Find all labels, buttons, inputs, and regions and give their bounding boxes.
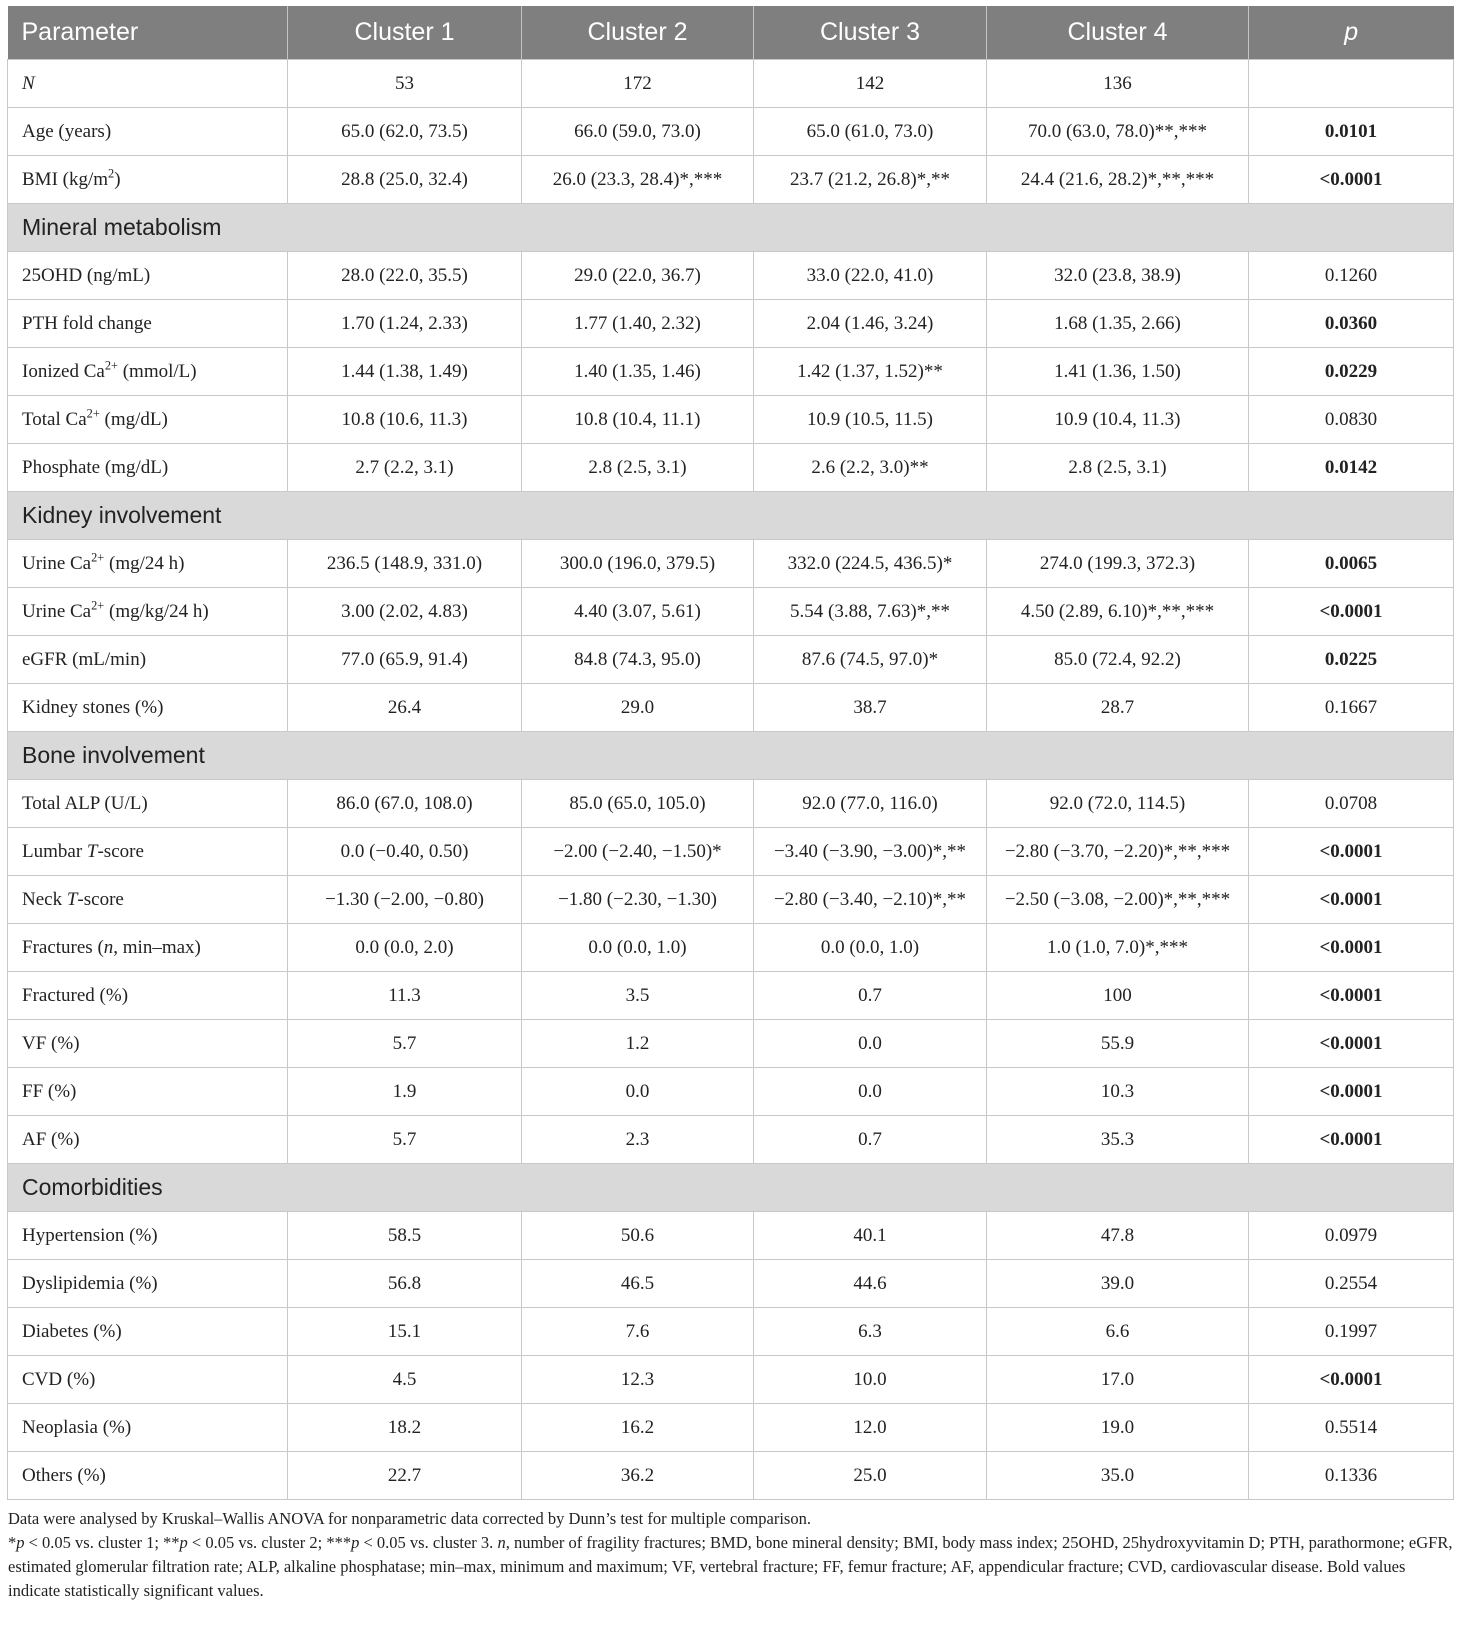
cluster-4-cell: −2.80 (−3.70, −2.20)*,**,*** bbox=[987, 828, 1249, 876]
cluster-3-cell: 23.7 (21.2, 26.8)*,** bbox=[754, 156, 987, 204]
cluster-2-cell: 4.40 (3.07, 5.61) bbox=[522, 588, 754, 636]
p-value-cell: 0.0142 bbox=[1249, 444, 1454, 492]
table-row bbox=[8, 1356, 1454, 1404]
cluster-3-cell: 33.0 (22.0, 41.0) bbox=[754, 252, 987, 300]
header-parameter: Parameter bbox=[8, 6, 288, 60]
cluster-1-cell: 1.44 (1.38, 1.49) bbox=[288, 348, 522, 396]
section-header-row bbox=[8, 732, 1454, 780]
p-value-cell: <0.0001 bbox=[1249, 876, 1454, 924]
cluster-3-cell: 0.0 bbox=[754, 1020, 987, 1068]
section-title: Bone involvement bbox=[8, 732, 1454, 780]
section-title: Comorbidities bbox=[8, 1164, 1454, 1212]
cluster-4-cell: 17.0 bbox=[987, 1356, 1249, 1404]
row-label: Fractures (n, min–max) bbox=[8, 924, 288, 972]
table-row bbox=[8, 60, 1454, 108]
row-label: Kidney stones (%) bbox=[8, 684, 288, 732]
table-row bbox=[8, 876, 1454, 924]
footnote-methods: Data were analysed by Kruskal–Wallis ANOVA for nonparametric data corrected by Dunn’s test for multiple comparison. bbox=[8, 1509, 811, 1528]
cluster-3-cell: 6.3 bbox=[754, 1308, 987, 1356]
cluster-4-cell: 70.0 (63.0, 78.0)**,*** bbox=[987, 108, 1249, 156]
cluster-4-cell: 47.8 bbox=[987, 1212, 1249, 1260]
row-label: eGFR (mL/min) bbox=[8, 636, 288, 684]
cluster-1-cell: 5.7 bbox=[288, 1020, 522, 1068]
cluster-2-cell: 12.3 bbox=[522, 1356, 754, 1404]
p-value-cell: <0.0001 bbox=[1249, 924, 1454, 972]
p-value-cell: <0.0001 bbox=[1249, 588, 1454, 636]
table-row bbox=[8, 588, 1454, 636]
cluster-3-cell: 0.0 (0.0, 1.0) bbox=[754, 924, 987, 972]
cluster-1-cell: 1.70 (1.24, 2.33) bbox=[288, 300, 522, 348]
cluster-4-cell: 274.0 (199.3, 372.3) bbox=[987, 540, 1249, 588]
cluster-4-cell: 10.3 bbox=[987, 1068, 1249, 1116]
table-row bbox=[8, 684, 1454, 732]
p-value-cell: <0.0001 bbox=[1249, 1356, 1454, 1404]
cluster-1-cell: 53 bbox=[288, 60, 522, 108]
row-label: Urine $Ca^{2+}$ (mg/24 h) bbox=[8, 540, 288, 588]
row-label: Lumbar T-score bbox=[8, 828, 288, 876]
section-header-row bbox=[8, 1164, 1454, 1212]
cluster-1-cell: 0.0 (−0.40, 0.50) bbox=[288, 828, 522, 876]
cluster-1-cell: −1.30 (−2.00, −0.80) bbox=[288, 876, 522, 924]
row-label: Diabetes (%) bbox=[8, 1308, 288, 1356]
cluster-2-cell: 1.40 (1.35, 1.46) bbox=[522, 348, 754, 396]
results-table bbox=[7, 6, 1454, 1500]
row-label: CVD (%) bbox=[8, 1356, 288, 1404]
cluster-3-cell: 5.54 (3.88, 7.63)*,** bbox=[754, 588, 987, 636]
cluster-4-cell: 35.3 bbox=[987, 1116, 1249, 1164]
cluster-3-cell: 0.7 bbox=[754, 1116, 987, 1164]
p-value-cell bbox=[1249, 60, 1454, 108]
cluster-4-cell: 2.8 (2.5, 3.1) bbox=[987, 444, 1249, 492]
cluster-2-cell: 172 bbox=[522, 60, 754, 108]
table-row bbox=[8, 636, 1454, 684]
cluster-3-cell: 25.0 bbox=[754, 1452, 987, 1500]
p-value-cell: 0.0065 bbox=[1249, 540, 1454, 588]
table-row bbox=[8, 108, 1454, 156]
cluster-1-cell: 5.7 bbox=[288, 1116, 522, 1164]
cluster-2-cell: 2.8 (2.5, 3.1) bbox=[522, 444, 754, 492]
cluster-1-cell: 15.1 bbox=[288, 1308, 522, 1356]
cluster-3-cell: 40.1 bbox=[754, 1212, 987, 1260]
cluster-4-cell: 55.9 bbox=[987, 1020, 1249, 1068]
p-value-cell: 0.2554 bbox=[1249, 1260, 1454, 1308]
cluster-4-cell: 19.0 bbox=[987, 1404, 1249, 1452]
p-value-cell: <0.0001 bbox=[1249, 1116, 1454, 1164]
cluster-2-cell: 84.8 (74.3, 95.0) bbox=[522, 636, 754, 684]
row-label: Others (%) bbox=[8, 1452, 288, 1500]
cluster-3-cell: 2.04 (1.46, 3.24) bbox=[754, 300, 987, 348]
p-value-cell: 0.1997 bbox=[1249, 1308, 1454, 1356]
row-label: 25OHD (ng/mL) bbox=[8, 252, 288, 300]
p-value-cell: 0.0101 bbox=[1249, 108, 1454, 156]
cluster-1-cell: 11.3 bbox=[288, 972, 522, 1020]
cluster-3-cell: 0.0 bbox=[754, 1068, 987, 1116]
cluster-4-cell: 24.4 (21.6, 28.2)*,**,*** bbox=[987, 156, 1249, 204]
cluster-3-cell: 92.0 (77.0, 116.0) bbox=[754, 780, 987, 828]
section-title: Kidney involvement bbox=[8, 492, 1454, 540]
cluster-3-cell: 1.42 (1.37, 1.52)** bbox=[754, 348, 987, 396]
cluster-1-cell: 18.2 bbox=[288, 1404, 522, 1452]
cluster-3-cell: 332.0 (224.5, 436.5)* bbox=[754, 540, 987, 588]
row-label: FF (%) bbox=[8, 1068, 288, 1116]
row-label: Urine $Ca^{2+}$ (mg/kg/24 h) bbox=[8, 588, 288, 636]
table-row bbox=[8, 1212, 1454, 1260]
cluster-1-cell: 2.7 (2.2, 3.1) bbox=[288, 444, 522, 492]
table-row bbox=[8, 1068, 1454, 1116]
row-label: BMI $(kg/m^2)$ bbox=[8, 156, 288, 204]
table-container bbox=[7, 6, 1453, 1603]
cluster-3-cell: 10.0 bbox=[754, 1356, 987, 1404]
cluster-3-cell: 12.0 bbox=[754, 1404, 987, 1452]
p-value-cell: 0.0830 bbox=[1249, 396, 1454, 444]
row-label: Ionized $Ca^{2+}$ (mmol/L) bbox=[8, 348, 288, 396]
p-value-cell: 0.0225 bbox=[1249, 636, 1454, 684]
row-label: Phosphate (mg/dL) bbox=[8, 444, 288, 492]
row-label: Total ALP (U/L) bbox=[8, 780, 288, 828]
cluster-4-cell: 1.0 (1.0, 7.0)*,*** bbox=[987, 924, 1249, 972]
p-value-cell: <0.0001 bbox=[1249, 828, 1454, 876]
cluster-2-cell: −2.00 (−2.40, −1.50)* bbox=[522, 828, 754, 876]
cluster-1-cell: 3.00 (2.02, 4.83) bbox=[288, 588, 522, 636]
cluster-4-cell: 28.7 bbox=[987, 684, 1249, 732]
row-label: AF (%) bbox=[8, 1116, 288, 1164]
p-value-cell: 0.0229 bbox=[1249, 348, 1454, 396]
row-label: Neck T-score bbox=[8, 876, 288, 924]
header-cluster-4: Cluster 4 bbox=[987, 6, 1249, 60]
footnote-abbreviations: *p < 0.05 vs. cluster 1; **p < 0.05 vs. cluster 2; ***p < 0.05 vs. cluster 3. n, number of fragility fractures; BMD, bone mineral density; BMI, body mass index; 25OHD, 25hydroxyvitamin D; PTH, parathormone; eGFR, estimated glomerular filtration rate; ALP, alkaline phosphatase; min–max, minimum and maximum; VF, vertebral fracture; FF, femur fracture; AF, appendicular fracture; CVD, cardiovascular disease. Bold values indicate statistically significant values. bbox=[8, 1533, 1453, 1600]
cluster-3-cell: 87.6 (74.5, 97.0)* bbox=[754, 636, 987, 684]
cluster-1-cell: 26.4 bbox=[288, 684, 522, 732]
table-row bbox=[8, 1308, 1454, 1356]
cluster-3-cell: 2.6 (2.2, 3.0)** bbox=[754, 444, 987, 492]
table-row bbox=[8, 924, 1454, 972]
cluster-2-cell: 7.6 bbox=[522, 1308, 754, 1356]
row-label: Hypertension (%) bbox=[8, 1212, 288, 1260]
cluster-4-cell: 10.9 (10.4, 11.3) bbox=[987, 396, 1249, 444]
section-header-row bbox=[8, 492, 1454, 540]
header-cluster-2: Cluster 2 bbox=[522, 6, 754, 60]
cluster-2-cell: 16.2 bbox=[522, 1404, 754, 1452]
cluster-1-cell: 56.8 bbox=[288, 1260, 522, 1308]
row-label: N bbox=[8, 60, 288, 108]
header-p-value: p bbox=[1249, 6, 1454, 60]
cluster-2-cell: −1.80 (−2.30, −1.30) bbox=[522, 876, 754, 924]
header-row bbox=[8, 6, 1454, 60]
cluster-3-cell: 65.0 (61.0, 73.0) bbox=[754, 108, 987, 156]
cluster-1-cell: 22.7 bbox=[288, 1452, 522, 1500]
table-row bbox=[8, 972, 1454, 1020]
p-value-cell: 0.0979 bbox=[1249, 1212, 1454, 1260]
section-header-row bbox=[8, 204, 1454, 252]
section-title: Mineral metabolism bbox=[8, 204, 1454, 252]
cluster-4-cell: 100 bbox=[987, 972, 1249, 1020]
cluster-1-cell: 65.0 (62.0, 73.5) bbox=[288, 108, 522, 156]
header-cluster-3: Cluster 3 bbox=[754, 6, 987, 60]
table-row bbox=[8, 540, 1454, 588]
cluster-1-cell: 10.8 (10.6, 11.3) bbox=[288, 396, 522, 444]
cluster-1-cell: 28.8 (25.0, 32.4) bbox=[288, 156, 522, 204]
p-value-cell: 0.5514 bbox=[1249, 1404, 1454, 1452]
cluster-2-cell: 300.0 (196.0, 379.5) bbox=[522, 540, 754, 588]
cluster-3-cell: −3.40 (−3.90, −3.00)*,** bbox=[754, 828, 987, 876]
cluster-1-cell: 77.0 (65.9, 91.4) bbox=[288, 636, 522, 684]
row-label: Neoplasia (%) bbox=[8, 1404, 288, 1452]
cluster-3-cell: 44.6 bbox=[754, 1260, 987, 1308]
cluster-1-cell: 86.0 (67.0, 108.0) bbox=[288, 780, 522, 828]
table-row bbox=[8, 396, 1454, 444]
p-value-cell: <0.0001 bbox=[1249, 156, 1454, 204]
table-row bbox=[8, 1452, 1454, 1500]
row-label: PTH fold change bbox=[8, 300, 288, 348]
cluster-4-cell: 1.41 (1.36, 1.50) bbox=[987, 348, 1249, 396]
cluster-2-cell: 85.0 (65.0, 105.0) bbox=[522, 780, 754, 828]
cluster-4-cell: 39.0 bbox=[987, 1260, 1249, 1308]
table-row bbox=[8, 1116, 1454, 1164]
cluster-2-cell: 29.0 (22.0, 36.7) bbox=[522, 252, 754, 300]
cluster-2-cell: 0.0 (0.0, 1.0) bbox=[522, 924, 754, 972]
cluster-4-cell: 1.68 (1.35, 2.66) bbox=[987, 300, 1249, 348]
cluster-3-cell: −2.80 (−3.40, −2.10)*,** bbox=[754, 876, 987, 924]
table-row bbox=[8, 1020, 1454, 1068]
cluster-4-cell: 85.0 (72.4, 92.2) bbox=[987, 636, 1249, 684]
cluster-2-cell: 1.2 bbox=[522, 1020, 754, 1068]
cluster-1-cell: 236.5 (148.9, 331.0) bbox=[288, 540, 522, 588]
cluster-2-cell: 26.0 (23.3, 28.4)*,*** bbox=[522, 156, 754, 204]
cluster-1-cell: 1.9 bbox=[288, 1068, 522, 1116]
cluster-2-cell: 3.5 bbox=[522, 972, 754, 1020]
cluster-3-cell: 10.9 (10.5, 11.5) bbox=[754, 396, 987, 444]
cluster-4-cell: 35.0 bbox=[987, 1452, 1249, 1500]
p-value-cell: 0.1667 bbox=[1249, 684, 1454, 732]
cluster-4-cell: 6.6 bbox=[987, 1308, 1249, 1356]
table-row bbox=[8, 780, 1454, 828]
p-value-cell: <0.0001 bbox=[1249, 1020, 1454, 1068]
cluster-4-cell: 92.0 (72.0, 114.5) bbox=[987, 780, 1249, 828]
table-footnotes bbox=[7, 1507, 1453, 1603]
table-row bbox=[8, 300, 1454, 348]
p-value-cell: 0.0360 bbox=[1249, 300, 1454, 348]
row-label: Total $Ca^{2+}$ (mg/dL) bbox=[8, 396, 288, 444]
cluster-1-cell: 28.0 (22.0, 35.5) bbox=[288, 252, 522, 300]
table-row bbox=[8, 1260, 1454, 1308]
cluster-4-cell: 32.0 (23.8, 38.9) bbox=[987, 252, 1249, 300]
cluster-2-cell: 0.0 bbox=[522, 1068, 754, 1116]
table-row bbox=[8, 444, 1454, 492]
header-cluster-1: Cluster 1 bbox=[288, 6, 522, 60]
table-row bbox=[8, 156, 1454, 204]
cluster-1-cell: 0.0 (0.0, 2.0) bbox=[288, 924, 522, 972]
p-value-cell: 0.1336 bbox=[1249, 1452, 1454, 1500]
table-row bbox=[8, 252, 1454, 300]
cluster-1-cell: 58.5 bbox=[288, 1212, 522, 1260]
cluster-2-cell: 29.0 bbox=[522, 684, 754, 732]
row-label: Age (years) bbox=[8, 108, 288, 156]
row-label: VF (%) bbox=[8, 1020, 288, 1068]
cluster-3-cell: 142 bbox=[754, 60, 987, 108]
row-label: Dyslipidemia (%) bbox=[8, 1260, 288, 1308]
cluster-2-cell: 10.8 (10.4, 11.1) bbox=[522, 396, 754, 444]
cluster-2-cell: 50.6 bbox=[522, 1212, 754, 1260]
cluster-2-cell: 46.5 bbox=[522, 1260, 754, 1308]
cluster-2-cell: 1.77 (1.40, 2.32) bbox=[522, 300, 754, 348]
cluster-2-cell: 2.3 bbox=[522, 1116, 754, 1164]
cluster-2-cell: 36.2 bbox=[522, 1452, 754, 1500]
cluster-4-cell: 4.50 (2.89, 6.10)*,**,*** bbox=[987, 588, 1249, 636]
row-label: Fractured (%) bbox=[8, 972, 288, 1020]
table-row bbox=[8, 1404, 1454, 1452]
p-value-cell: 0.0708 bbox=[1249, 780, 1454, 828]
table-row bbox=[8, 828, 1454, 876]
table-body bbox=[8, 60, 1454, 1500]
p-value-cell: <0.0001 bbox=[1249, 1068, 1454, 1116]
cluster-2-cell: 66.0 (59.0, 73.0) bbox=[522, 108, 754, 156]
p-value-cell: 0.1260 bbox=[1249, 252, 1454, 300]
cluster-4-cell: 136 bbox=[987, 60, 1249, 108]
cluster-3-cell: 0.7 bbox=[754, 972, 987, 1020]
cluster-1-cell: 4.5 bbox=[288, 1356, 522, 1404]
cluster-4-cell: −2.50 (−3.08, −2.00)*,**,*** bbox=[987, 876, 1249, 924]
table-row bbox=[8, 348, 1454, 396]
cluster-3-cell: 38.7 bbox=[754, 684, 987, 732]
p-value-cell: <0.0001 bbox=[1249, 972, 1454, 1020]
